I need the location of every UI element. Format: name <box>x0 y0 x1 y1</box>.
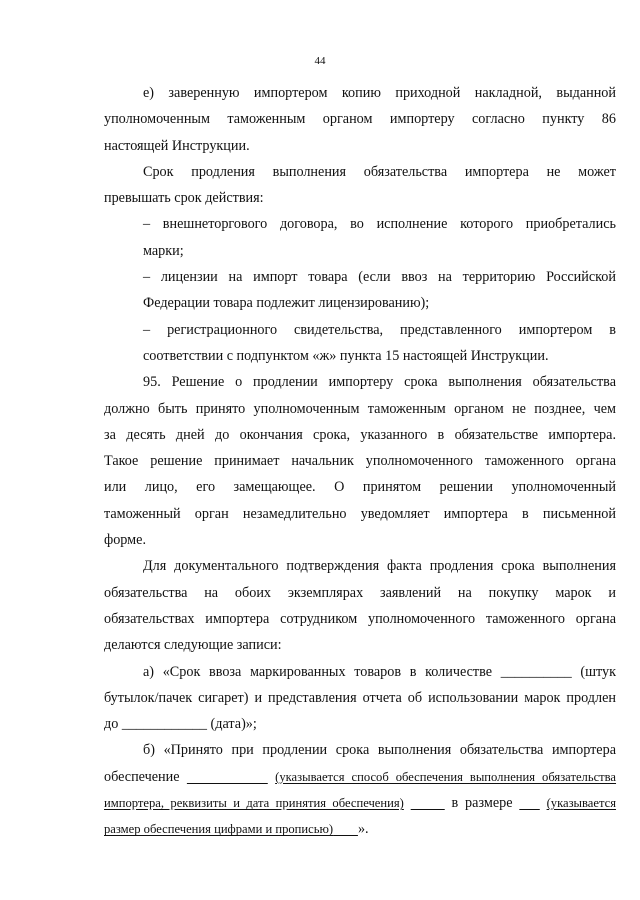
record-b-text: ». <box>357 821 369 838</box>
paragraph-95-line: таможенный орган незамедлительно уведомляет импортера в письменной <box>104 505 616 522</box>
record-a-line: а) «Срок ввоза маркированных товаров в количестве __________ (штук <box>143 663 616 680</box>
dash-item-line: соответствии с подпунктом «ж» пункта 15 настоящей Инструкции. <box>143 347 549 364</box>
documentary-paragraph <box>104 553 616 658</box>
record-b-line: б) «Принято при продлении срока выполнения обязательства импортера <box>143 742 616 759</box>
record-b-blank <box>333 821 358 837</box>
record-b <box>104 737 616 842</box>
record-b-blank <box>411 795 445 811</box>
record-a-line: бутылок/пачек сигарет) и представления отчета об использовании марок продлен <box>104 689 616 706</box>
record-b-line <box>104 764 616 790</box>
record-b-text: в размере <box>451 795 513 812</box>
item-e-line: е) заверенную импортером копию приходной накладной, выданной <box>143 85 616 101</box>
document-body <box>104 80 616 843</box>
dash-item-certificate <box>104 317 616 370</box>
paragraph-95-line: Такое решение принимает начальник уполномоченного таможенного органа <box>104 453 616 470</box>
item-e <box>104 80 616 159</box>
record-a <box>104 659 616 738</box>
dash-item-line: – регистрационного свидетельства, представленного импортером в <box>143 321 616 338</box>
documentary-line: Для документального подтверждения факта продления срока выполнения <box>143 558 616 575</box>
documentary-line: обязательства на обоих экземплярах заявлений на покупку марок и <box>104 584 616 601</box>
paragraph-95 <box>104 369 616 553</box>
record-b-underlined-hint: размер обеспечения цифрами и прописью) <box>104 822 334 837</box>
documentary-line: делаются следующие записи: <box>104 637 282 654</box>
term-paragraph <box>104 159 616 212</box>
dash-item-line: – лицензии на импорт товара (если ввоз на территорию Российской <box>143 269 616 286</box>
record-b-blank <box>187 769 268 785</box>
record-b-underlined-hint: (указывается <box>546 796 617 811</box>
paragraph-95-line: должно быть принято уполномоченным таможенным органом не позднее, чем <box>104 400 616 417</box>
record-b-blank <box>519 795 539 811</box>
documentary-line: обязательствах импортера сотрудником уполномоченного таможенного органа <box>104 610 616 627</box>
page-number: 44 <box>314 55 326 67</box>
paragraph-95-line: форме. <box>104 532 146 549</box>
term-line: Срок продления выполнения обязательства импортера не может <box>143 163 616 180</box>
paragraph-95-line: 95. Решение о продлении импортеру срока выполнения обязательства <box>143 374 616 391</box>
paragraph-95-line: или лицо, его замещающее. О принятом решении уполномоченный <box>104 479 616 496</box>
dash-item-line: Федерации товара подлежит лицензированию); <box>143 295 430 312</box>
record-b-line <box>104 790 616 816</box>
dash-item-line: – внешнеторгового договора, во исполнение которого приобретались <box>143 216 616 233</box>
record-b-underlined-hint: (указывается способ обеспечения выполнения обязательства <box>275 769 617 784</box>
dash-item-line: марки; <box>143 242 184 259</box>
record-b-underlined-hint: импортера, реквизиты и дата принятия обеспечения) <box>104 796 404 811</box>
item-e-line: уполномоченным таможенным органом импортеру согласно пункту 86 <box>104 111 616 128</box>
record-a-line: до ____________ (дата)»; <box>104 716 257 733</box>
dash-item-license <box>104 264 616 317</box>
paragraph-95-line: за десять дней до окончания срока, указанного в обязательстве импортера. <box>104 426 616 443</box>
item-e-line: настоящей Инструкции. <box>104 137 250 154</box>
term-line: превышать срок действия: <box>104 190 264 207</box>
record-b-text: обеспечение <box>104 768 180 785</box>
dash-item-contract <box>104 211 616 264</box>
record-b-line <box>104 816 616 842</box>
